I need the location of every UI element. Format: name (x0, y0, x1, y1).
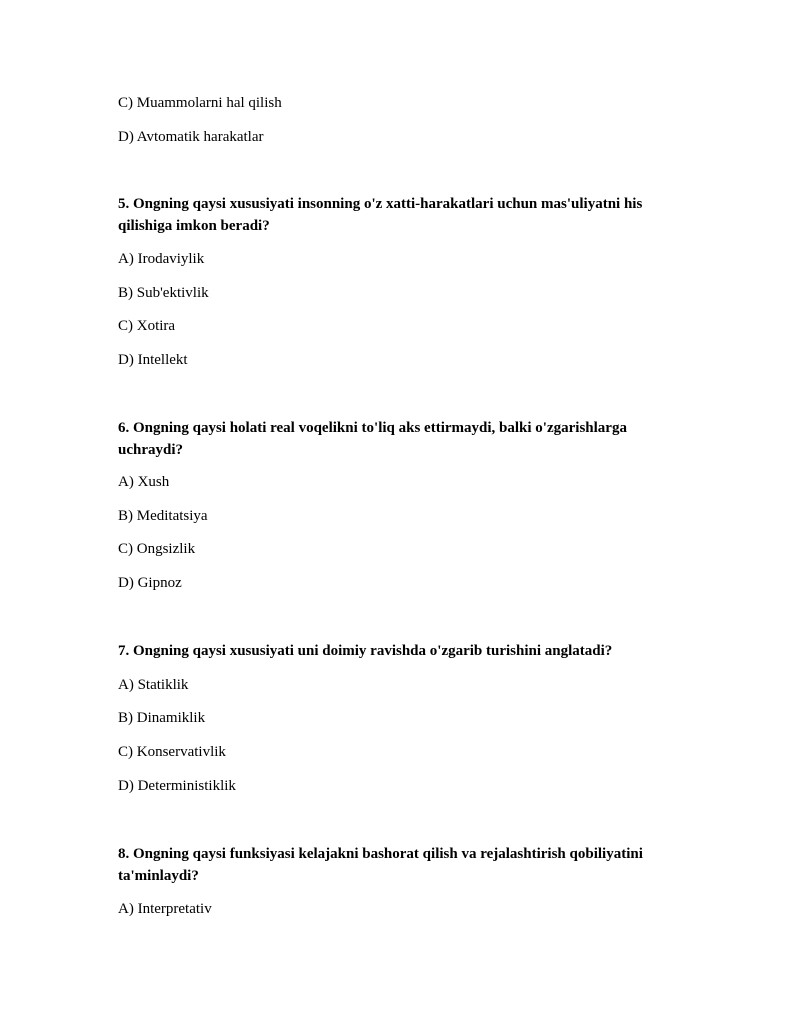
option-c-prev: C) Muammolarni hal qilish (118, 95, 282, 111)
q7-option-d: D) Deterministiklik (118, 778, 236, 794)
q7-option-c: C) Konservativlik (118, 744, 226, 760)
q5-option-d: D) Intellekt (118, 352, 188, 368)
question-5: 5. Ongning qaysi xususiyati insonning o'z xatti-harakatlari uchun mas'uliyatni his qilishiga imkon beradi? (118, 196, 643, 234)
question-6: 6. Ongning qaysi holati real voqelikni to'liq aks ettirmaydi, balki o'zgarishlarga uchraydi? (118, 420, 627, 458)
q6-option-a: A) Xush (118, 474, 170, 490)
q7-option-b: B) Dinamiklik (118, 710, 206, 726)
question-7: 7. Ongning qaysi xususiyati uni doimiy ravishda o'zgarib turishini anglatadi? (118, 643, 613, 659)
q7-option-a: A) Statiklik (118, 677, 189, 693)
q5-option-c: C) Xotira (118, 318, 176, 334)
option-d-prev: D) Avtomatik harakatlar (118, 129, 264, 145)
q6-option-b: B) Meditatsiya (118, 508, 208, 524)
q8-option-a: A) Interpretativ (118, 901, 212, 917)
q5-option-a: A) Irodaviylik (118, 251, 205, 267)
question-8: 8. Ongning qaysi funksiyasi kelajakni bashorat qilish va rejalashtirish qobiliyatini ta'minlaydi? (118, 846, 643, 884)
q6-option-d: D) Gipnoz (118, 575, 182, 591)
q6-option-c: C) Ongsizlik (118, 541, 196, 557)
q5-option-b: B) Sub'ektivlik (118, 285, 209, 301)
